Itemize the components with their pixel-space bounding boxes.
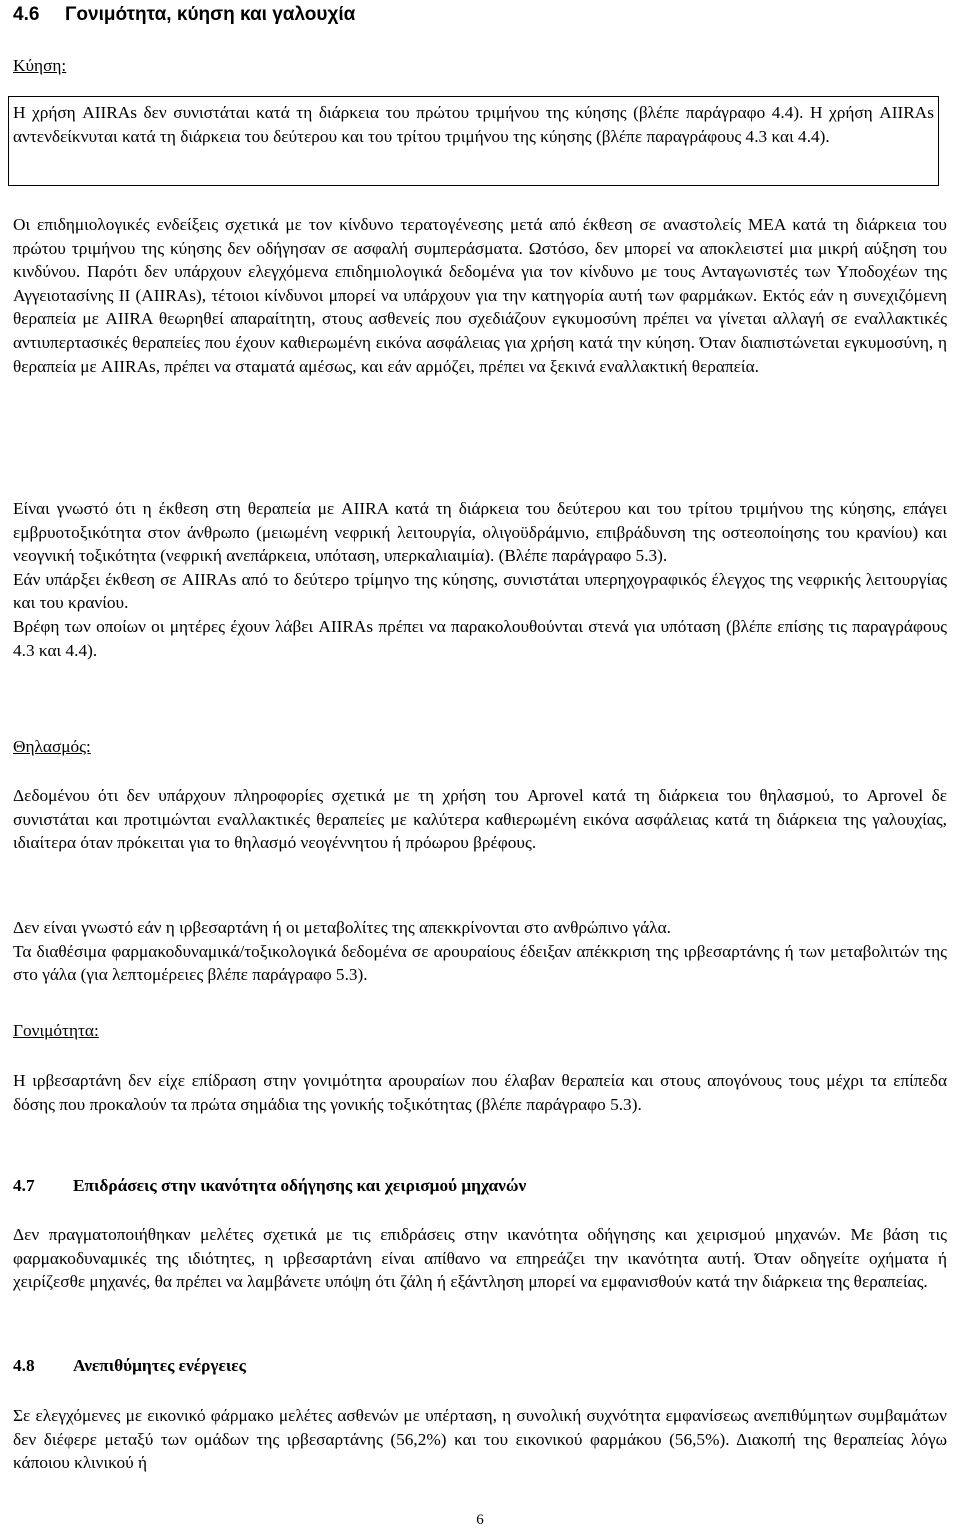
section-heading-4-8	[13, 1354, 246, 1378]
paragraph-fertility	[13, 1069, 947, 1116]
page-number: 6	[476, 1512, 484, 1528]
subheading-breastfeeding: Θηλασμός:	[13, 737, 91, 756]
paragraph-breastfeeding-1	[13, 784, 947, 855]
paragraph-breastfeeding-2	[13, 916, 947, 987]
paragraph-driving	[13, 1223, 947, 1294]
section-heading-4-6	[13, 2, 355, 28]
paragraph-pregnancy-1	[13, 213, 947, 378]
boxed-text: Η χρήση AIIRAs δεν συνιστάται κατά τη διάρκεια του πρώτου τριμήνου της κύησης (βλέπε παράγραφο 4.4). Η χρήση AIIRAs αντενδείκνυται κατά τη διάρκεια του δεύτερου και του τρίτου τριμήνου της κύησης (βλέπε παραγράφους 4.3 και 4.4).	[13, 103, 934, 146]
section-title: Ανεπιθύμητες ενέργειες	[73, 1356, 246, 1375]
paragraph-text: Δεν πραγματοποιήθηκαν μελέτες σχετικά με τις επιδράσεις στην ικανότητα οδήγησης και χειρισμού μηχανών. Με βάση τις φαρμακοδυναμικές της ιδιότητες, η ιρβεσαρτάνη είναι απίθανο να επηρεάζει την ικανότητα αυτή. Όταν οδηγείτε οχήματα ή χειρίζεσθε μηχανές, θα πρέπει να λαμβάνετε υπόψη ότι ζάλη ή εξάντληση μπορεί να εμφανισθούν κατά την διάρκεια της θεραπείας.	[13, 1225, 947, 1292]
section-title: Επιδράσεις στην ικανότητα οδήγησης και χειρισμού μηχανών	[73, 1176, 527, 1195]
paragraph-text: Δεδομένου ότι δεν υπάρχουν πληροφορίες σχετικά με τη χρήση του Aprovel κατά τη διάρκεια του θηλασμού, το Aprovel δε συνιστάται και προτιμώνται εναλλακτικές θεραπείες με καλύτερα καθιερωμένη εικόνα ασφάλειας κατά τη διάρκεια της γαλουχίας, ιδιαίτερα όταν πρόκειται για το θηλασμό νεογέννητου ή πρόωρου βρέφους.	[13, 786, 947, 853]
paragraph-text: Οι επιδημιολογικές ενδείξεις σχετικά με τον κίνδυνο τερατογένεσης μετά από έκθεση σε αναστολείς ΜΕΑ κατά τη διάρκεια του πρώτου τριμήνου της κύησης δεν οδήγησαν σε ασφαλή συμπεράσματα. Ωστόσο, δεν μπορεί να αποκλειστεί μια μικρή αύξηση του κινδύνου. Παρότι δεν υπάρχουν ελεγχόμενα επιδημιολογικά δεδομένα για τον κίνδυνο με τους Ανταγωνιστές των Υποδοχέων της Αγγειοτασίνης II (AIIRAs), τέτοιοι κίνδυνοι μπορεί να υπάρχουν για την κατηγορία αυτή των φαρμάκων. Εκτός εάν η συνεχιζόμενη θεραπεία με AIIRA θεωρηθεί απαραίτητη, στους ασθενείς που σχεδιάζουν εγκυμοσύνη πρέπει να γίνεται αλλαγή σε εναλλακτικές αντιυπερτασικές θεραπείες που έχουν καθιερωμένη εικόνα ασφάλειας για χρήση κατά την κύηση. Όταν διαπιστώνεται εγκυμοσύνη, η θεραπεία με AIIRAs, πρέπει να σταματά αμέσως, και εάν αρμόζει, πρέπει να ξεκινά εναλλακτική θεραπεία.	[13, 215, 947, 376]
section-number: 4.6	[13, 4, 40, 25]
boxed-warning	[8, 96, 939, 186]
subheading-fertility: Γονιμότητα:	[13, 1021, 99, 1040]
paragraph-text: Δεν είναι γνωστό εάν η ιρβεσαρτάνη ή οι μεταβολίτες της απεκκρίνονται στο ανθρώπινο γάλα.	[13, 918, 671, 937]
section-number: 4.8	[13, 1356, 35, 1375]
section-title: Γονιμότητα, κύηση και γαλουχία	[65, 4, 356, 25]
paragraph-text: Η ιρβεσαρτάνη δεν είχε επίδραση στην γονιμότητα αρουραίων που έλαβαν θεραπεία και στους απογόνους τους μέχρι τα επίπεδα δόσης που προκαλούν τα πρώτα σημάδια της γονικής τοξικότητας (βλέπε παράγραφο 5.3).	[13, 1071, 947, 1114]
paragraph-adverse-reactions	[13, 1404, 947, 1475]
section-heading-4-7	[13, 1174, 526, 1198]
paragraph-text: Είναι γνωστό ότι η έκθεση στη θεραπεία με AIIRA κατά τη διάρκεια του δεύτερου και του τρίτου τριμήνου της κύησης, επάγει εμβρυοτοξικότητα στον άνθρωπο (μειωμένη νεφρική λειτουργία, ολιγοϋδράμνιο, επιβράδυνση της οστεοποίησης του κρανίου) και νεογνική τοξικότητα (νεφρική ανεπάρκεια, υπόταση, υπερκαλιαιμία). (Βλέπε παράγραφο 5.3).	[13, 499, 947, 566]
paragraph-text: Σε ελεγχόμενες με εικονικό φάρμακο μελέτες ασθενών με υπέρταση, η συνολική συχνότητα εμφανίσεως ανεπιθύμητων συμβαμάτων δεν διέφερε μεταξύ των ομάδων της ιρβεσαρτάνης (56,2%) και του εικονικού φαρμάκου (56,5%). Διακοπή της θεραπείας λόγω κάποιου κλινικού ή	[13, 1406, 947, 1473]
paragraph-text: Βρέφη των οποίων οι μητέρες έχουν λάβει AIIRAs πρέπει να παρακολουθούνται στενά για υπόταση (βλέπε επίσης τις παραγράφους 4.3 και 4.4).	[13, 616, 947, 660]
paragraph-pregnancy-2	[13, 497, 947, 662]
paragraph-text: Τα διαθέσιμα φαρμακοδυναμικά/τοξικολογικά δεδομένα σε αρουραίους έδειξαν απέκκριση της ιρβεσαρτάνης ή των μεταβολιτών της στο γάλα (για λεπτομέρειες βλέπε παράγραφο 5.3).	[13, 941, 947, 985]
section-number: 4.7	[13, 1176, 35, 1195]
subheading-pregnancy: Κύηση:	[13, 56, 67, 75]
paragraph-text: Εάν υπάρξει έκθεση σε AIIRAs από το δεύτερο τρίμηνο της κύησης, συνιστάται υπερηχογραφικός έλεγχος της νεφρικής λειτουργίας και του κρανίου.	[13, 569, 947, 613]
